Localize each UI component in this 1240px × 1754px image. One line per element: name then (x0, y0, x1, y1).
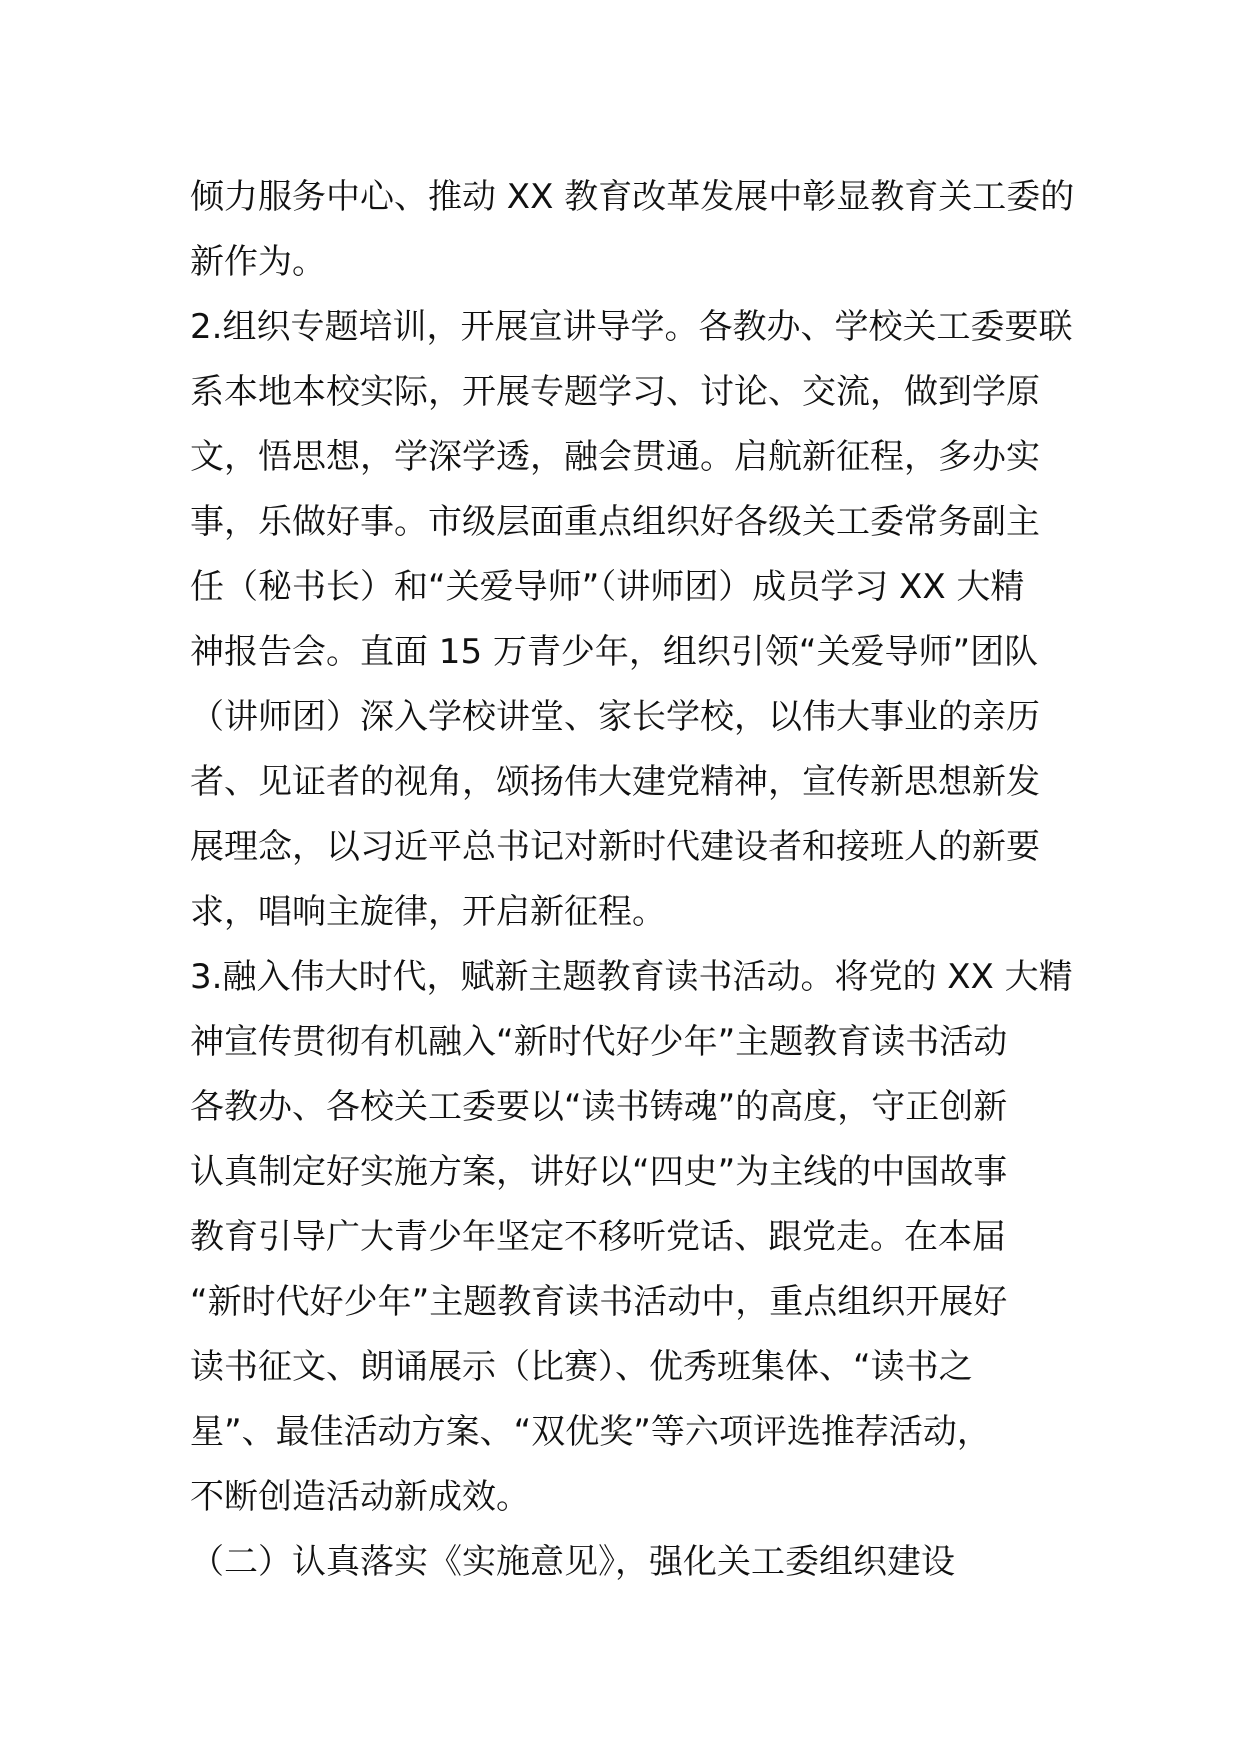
paragraph-line: 神宣传贯彻有机融入“新时代好少年”主题教育读书活动 (190, 1022, 1008, 1062)
paragraph-line: 星”、最佳活动方案、“双优奖”等六项评选推荐活动， (190, 1412, 991, 1452)
paragraph-line: （讲师团）深入学校讲堂、家长学校，以伟大事业的亲历 (190, 697, 1040, 737)
paragraph-line: 3.融入伟大时代，赋新主题教育读书活动。将党的 XX 大精 (190, 957, 1073, 997)
paragraph-line: 2.组织专题培训，开展宣讲导学。各教办、学校关工委要联 (190, 307, 1073, 347)
paragraph-line: 认真制定好实施方案，讲好以“四史”为主线的中国故事 (190, 1152, 1008, 1192)
document-body (190, 165, 1075, 1595)
paragraph-line: 者、见证者的视角，颂扬伟大建党精神，宣传新思想新发 (190, 762, 1040, 802)
paragraph-line: 任（秘书长）和“关爱导师”（讲师团）成员学习 XX 大精 (190, 567, 1025, 607)
paragraph-line: 新作为。 (190, 242, 326, 282)
paragraph-line: 不断创造活动新成效。 (190, 1477, 530, 1517)
paragraph-line: 神报告会。直面 15 万青少年，组织引领“关爱导师”团队 (190, 632, 1039, 672)
paragraph-line: 倾力服务中心、推动 XX 教育改革发展中彰显教育关工委的 (190, 177, 1075, 217)
section-heading: （二）认真落实《实施意见》，强化关工委组织建设 (190, 1542, 955, 1582)
paragraph-line: 各教办、各校关工委要以“读书铸魂”的高度，守正创新 (190, 1087, 1008, 1127)
paragraph-line: 展理念，以习近平总书记对新时代建设者和接班人的新要 (190, 827, 1040, 867)
paragraph-line: 求，唱响主旋律，开启新征程。 (190, 892, 666, 932)
paragraph-line: 读书征文、朗诵展示（比赛）、优秀班集体、“读书之 (190, 1347, 973, 1387)
paragraph-line: 文，悟思想，学深学透，融会贯通。启航新征程，多办实 (190, 437, 1040, 477)
paragraph-line: 教育引导广大青少年坚定不移听党话、跟党走。在本届 (190, 1217, 1006, 1257)
paragraph-line: 系本地本校实际，开展专题学习、讨论、交流，做到学原 (190, 372, 1040, 412)
paragraph-line: “新时代好少年”主题教育读书活动中，重点组织开展好 (190, 1282, 1008, 1322)
paragraph-line: 事，乐做好事。市级层面重点组织好各级关工委常务副主 (190, 502, 1040, 542)
